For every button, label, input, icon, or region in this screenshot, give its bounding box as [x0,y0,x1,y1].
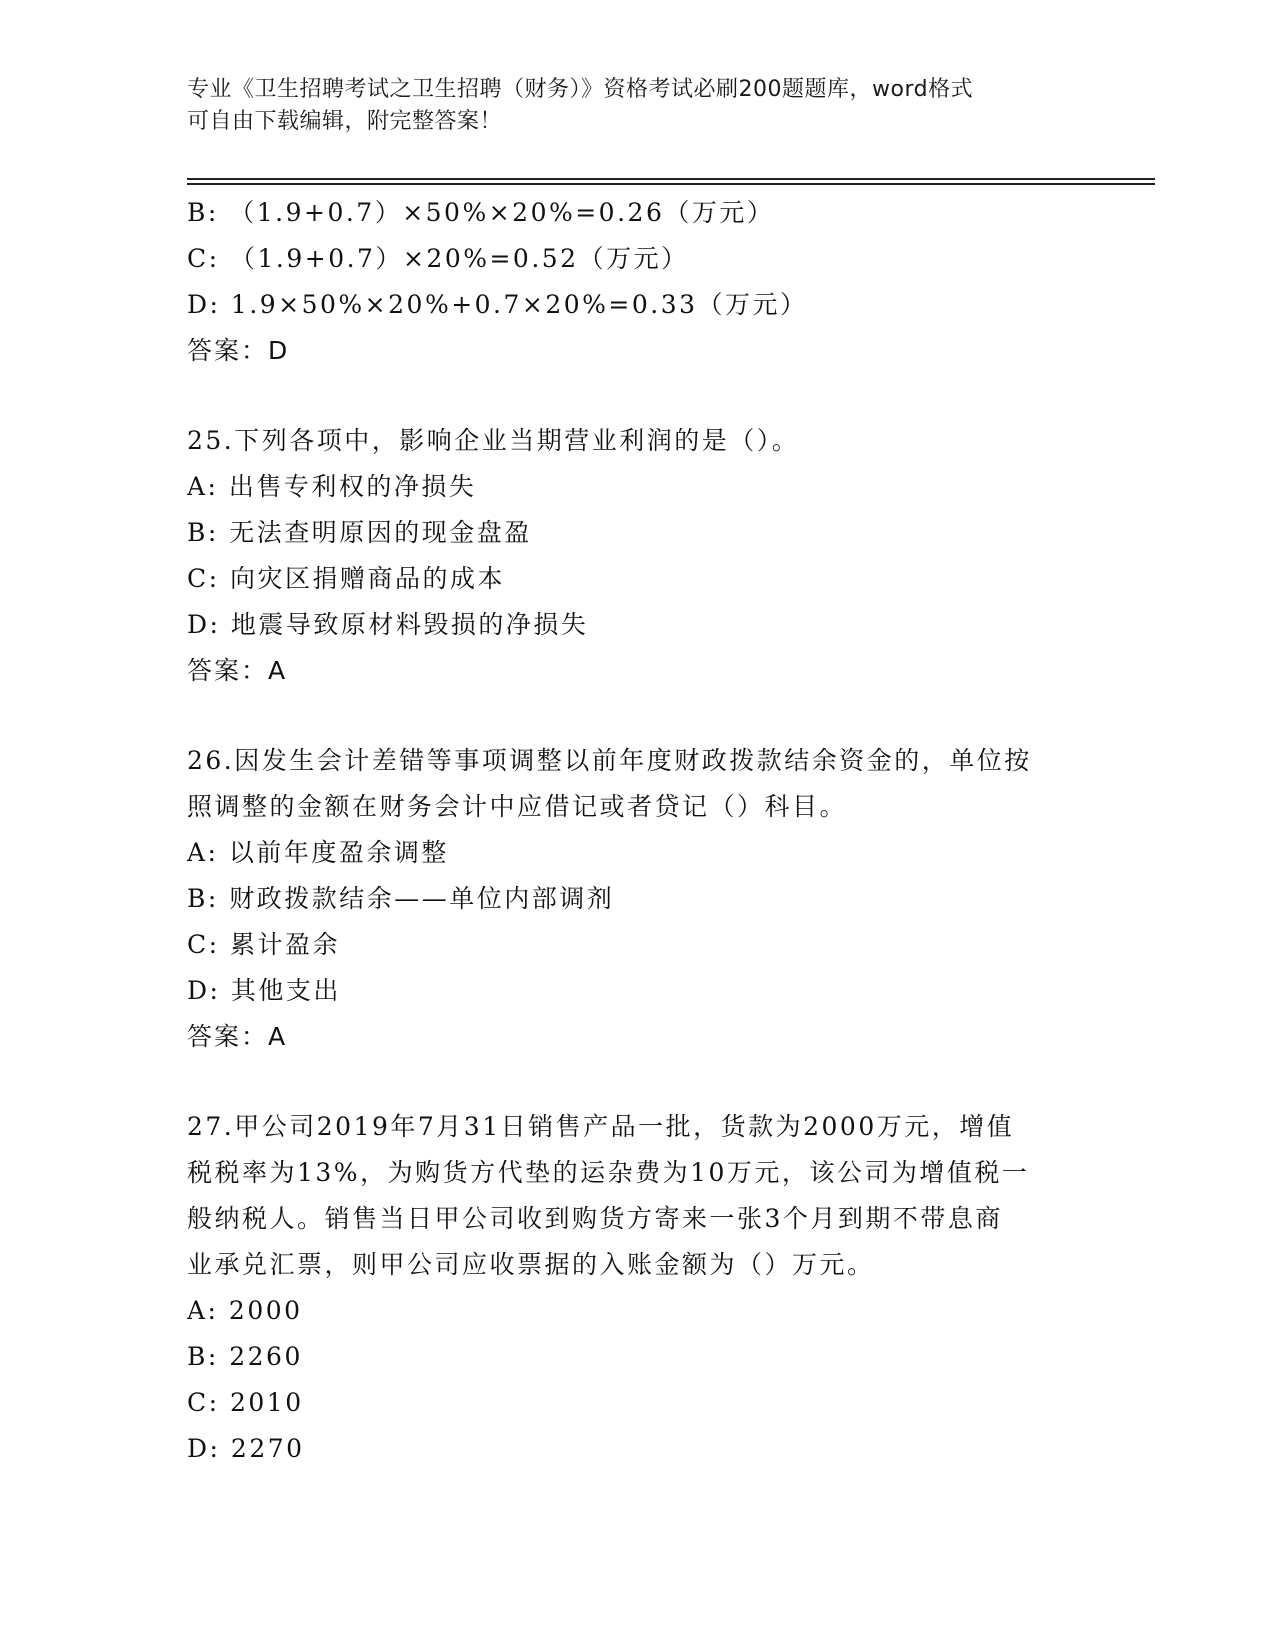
option-d: D: 2270 [187,1434,305,1463]
question-list [187,190,1087,1472]
header-title-line-1: 专业《卫生招聘考试之卫生招聘（财务）》资格考试必刷200题题库，word格式 [187,77,974,102]
spacer [187,374,1087,418]
option-c: C: 2010 [187,1388,304,1417]
option-a: A: 出售专利权的净损失 [187,472,477,501]
question-stem: 25.下列各项中，影响企业当期营业利润的是（）。 [187,426,800,455]
question-stem-line-1: 27.甲公司2019年7月31日销售产品一批，货款为2000万元，增值 [187,1112,1015,1141]
option-b: B: （1.9+0.7）×50%×20%=0.26（万元） [187,198,775,227]
option-a: A: 以前年度盈余调整 [187,838,449,867]
option-c: C: （1.9+0.7）×20%=0.52（万元） [187,244,689,273]
question-stem-line-2: 照调整的金额在财务会计中应借记或者贷记（）科目。 [187,792,848,821]
question-stem-line-4: 业承兑汇票，则甲公司应收票据的入账金额为（）万元。 [187,1250,875,1279]
option-d: D: 其他支出 [187,976,341,1005]
header-title-line-2: 可自由下载编辑，附完整答案！ [187,109,503,134]
header-divider-bottom [187,183,1155,185]
option-d: D: 地震导致原材料毁损的净损失 [187,610,589,639]
option-b: B: 财政拨款结余——单位内部调剂 [187,884,615,913]
answer: 答案：D [187,336,290,365]
spacer [187,694,1087,738]
question-24 [187,190,1087,374]
question-stem-line-2: 税税率为13%，为购货方代垫的运杂费为10万元，该公司为增值税一 [187,1158,1030,1187]
answer: 答案：A [187,656,288,685]
option-d: D: 1.9×50%×20%+0.7×20%=0.33（万元） [187,290,808,319]
answer: 答案：A [187,1022,288,1051]
question-stem-line-3: 般纳税人。销售当日甲公司收到购货方寄来一张3个月到期不带息商 [187,1204,1003,1233]
header-divider-top [187,178,1155,180]
option-c: C: 累计盈余 [187,930,340,959]
option-a: A: 2000 [187,1296,303,1325]
question-26 [187,738,1087,1060]
question-25 [187,418,1087,694]
spacer [187,1060,1087,1104]
question-stem-line-1: 26.因发生会计差错等事项调整以前年度财政拨款结余资金的，单位按 [187,746,1032,775]
document-header [187,74,1067,138]
option-c: C: 向灾区捐赠商品的成本 [187,564,505,593]
option-b: B: 2260 [187,1342,303,1371]
question-27 [187,1104,1087,1472]
option-b: B: 无法查明原因的现金盘盈 [187,518,532,547]
